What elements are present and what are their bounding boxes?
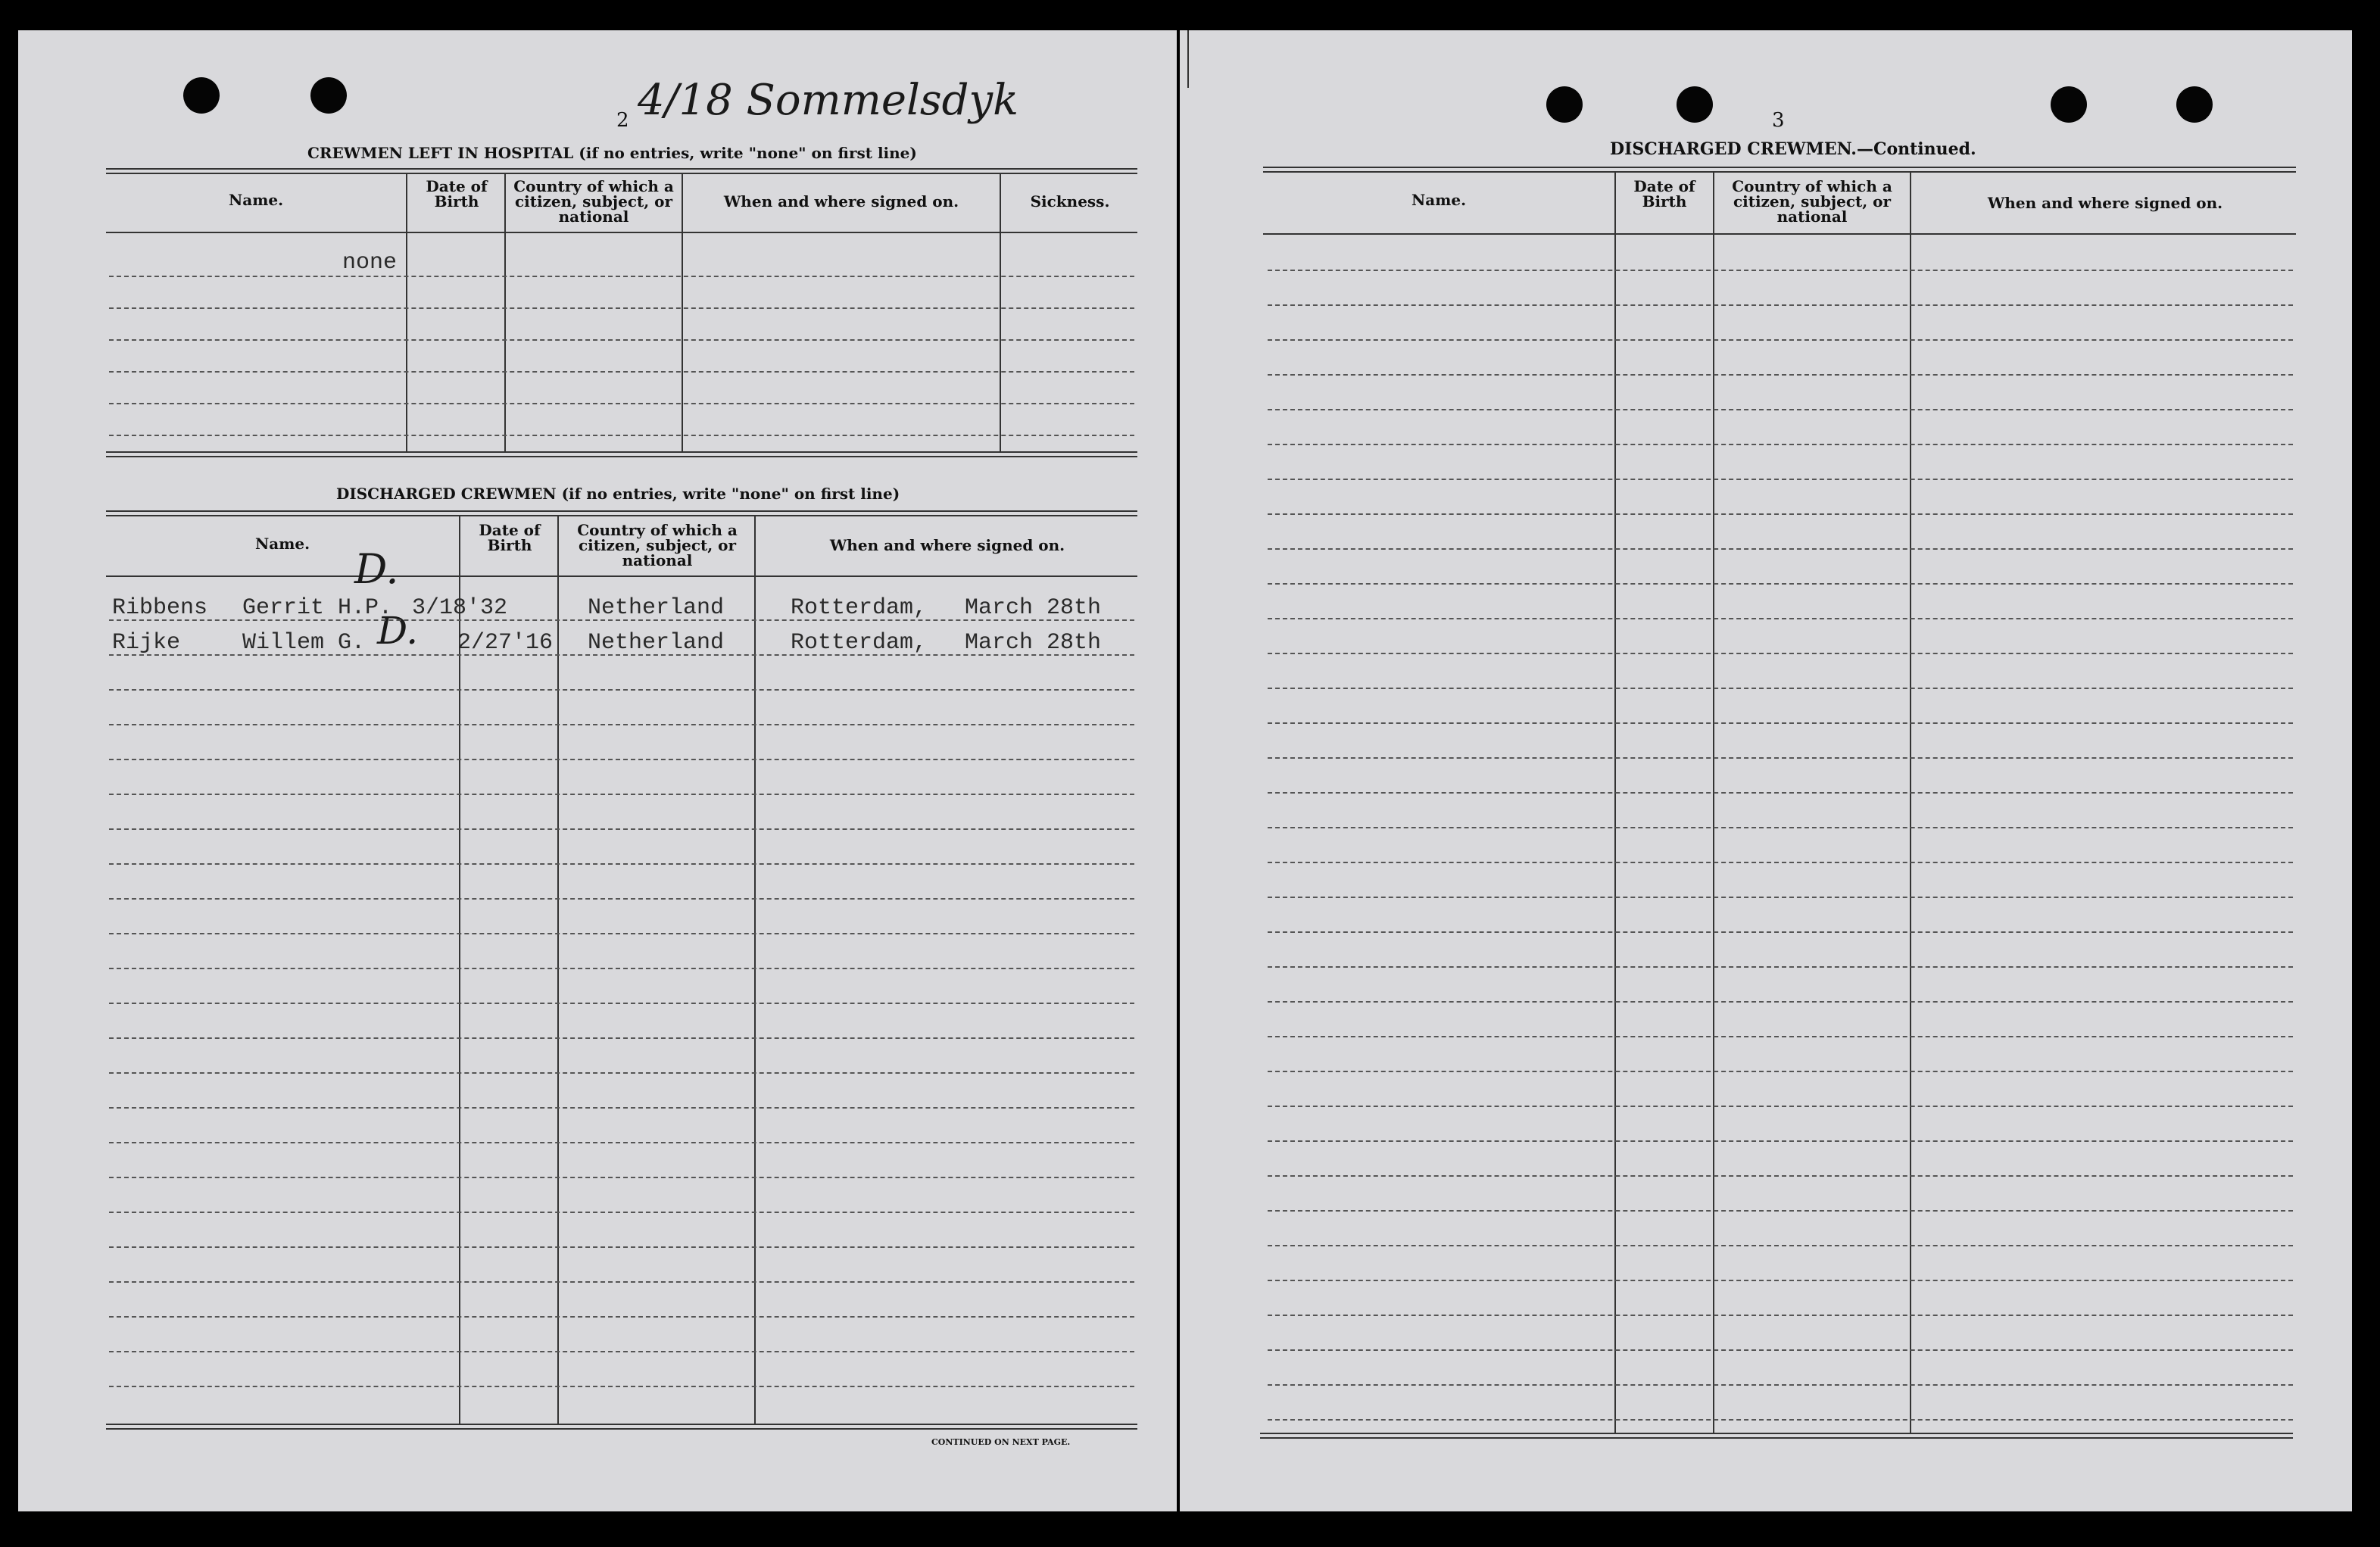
entry-line [1268,688,2293,689]
entry-line [109,1177,1134,1178]
entry-line [109,1351,1134,1352]
crew-given-name: Willem G. [242,630,366,656]
page-number: 3 [1772,109,1785,132]
entry-line [109,1316,1134,1318]
entry-line [1268,304,2293,306]
entry-line [1268,618,2293,619]
entry-line [1268,653,2293,654]
crew-signed-date: March 28th [965,595,1102,621]
entry-line [109,689,1134,691]
hospital-table-bottom-rule [106,451,1137,457]
entry-line [109,339,1134,341]
entry-line [1268,1210,2293,1212]
hospital-col-divider [406,174,407,451]
entry-line [1268,1315,2293,1316]
entry-line [109,403,1134,404]
entry-line [109,898,1134,900]
hospital-header-rule [106,232,1137,233]
continued-footer: CONTINUED ON NEXT PAGE. [931,1437,1071,1447]
entry-line [1268,583,2293,585]
discharged-col-dob: Date of Birth [479,521,541,554]
punch-hole [183,77,220,114]
discharged-table-bottom-rule [106,1424,1137,1430]
discharged-col-country: Country of which a citizen, subject, or national [577,521,738,569]
punch-hole [2176,86,2213,123]
handwritten-note: 4/18 Sommelsdyk [638,76,1019,125]
punch-hole [310,77,347,114]
entry-line [1268,757,2293,759]
punch-hole [1546,86,1583,123]
page-fold-mark [1187,30,1189,88]
entry-line [1268,1071,2293,1072]
entry-line [109,759,1134,760]
crew-country: Netherland [588,595,725,621]
hospital-col-divider [1000,174,1001,451]
discharged-col-divider [557,516,559,1424]
entry-line [109,1281,1134,1283]
punch-hole [1677,86,1713,123]
entry-line [109,1072,1134,1074]
crew-dob: 3/18'32 [412,595,508,621]
hospital-col-signed-on: When and where signed on. [723,192,959,211]
entry-line [1268,444,2293,445]
entry-line [1268,270,2293,271]
entry-line [1268,1140,2293,1142]
hospital-col-divider [682,174,683,451]
discharged-header-rule [106,575,1137,577]
right-col-name: Name. [1411,191,1467,209]
entry-line [1268,1175,2293,1177]
entry-line [109,1003,1134,1004]
crew-signed-port: Rotterdam, [791,595,928,621]
entry-line [109,307,1134,309]
entry-line [109,1212,1134,1213]
entry-line [109,371,1134,373]
entry-line [1268,1419,2293,1421]
discharged-col-name: Name. [254,535,310,553]
entry-line [1268,722,2293,724]
crew-surname: Rijke [112,630,181,656]
entry-line [109,435,1134,436]
entry-line [109,1246,1134,1248]
entry-line [1268,1106,2293,1107]
punch-hole [2051,86,2087,123]
entry-line [109,1037,1134,1039]
handwritten-mark: D. [377,609,419,653]
crew-country: Netherland [588,630,725,656]
hospital-section-title: CREWMEN LEFT IN HOSPITAL (if no entries, write "none" on first line) [307,144,917,162]
entry-line [109,933,1134,934]
entry-line [1268,1001,2293,1003]
hospital-col-sickness: Sickness. [1030,192,1110,211]
crew-given-name: Gerrit H.P. [242,595,393,621]
crew-surname: Ribbens [112,595,208,621]
entry-line [1268,1280,2293,1281]
discharged-section-title: DISCHARGED CREWMEN (if no entries, write "none" on first line) [336,485,900,503]
entry-line [109,968,1134,969]
discharged-table-top-rule [106,510,1137,516]
handwritten-mark: D. [354,545,399,593]
hospital-table-top-rule [106,168,1137,174]
right-table-top-rule [1263,167,2296,173]
entry-line [1268,931,2293,933]
right-col-country: Country of which a citizen, subject, or national [1732,177,1892,226]
entry-line [1268,1384,2293,1386]
entry-line [109,619,1134,621]
entry-line [109,1142,1134,1143]
entry-line [1268,479,2293,480]
entry-line [109,276,1134,277]
hospital-col-divider [504,174,506,451]
hospital-first-entry: none [342,250,398,276]
entry-line [109,863,1134,865]
entry-line [1268,792,2293,794]
crew-dob: 2/27'16 [457,630,554,656]
hospital-col-dob: Date of Birth [426,177,488,211]
crew-signed-date: March 28th [965,630,1102,656]
entry-line [1268,1349,2293,1351]
hospital-col-country: Country of which a citizen, subject, or national [513,177,674,226]
entry-line [109,794,1134,795]
right-col-divider [1614,173,1616,1433]
entry-line [1268,862,2293,863]
entry-line [109,1386,1134,1387]
entry-line [109,724,1134,725]
right-table-bottom-rule [1260,1433,2293,1439]
entry-line [109,828,1134,830]
right-col-divider [1910,173,1911,1433]
crew-signed-port: Rotterdam, [791,630,928,656]
discharged-col-divider [754,516,756,1424]
right-col-signed-on: When and where signed on. [1987,194,2223,212]
entry-line [1268,1036,2293,1037]
entry-line [1268,409,2293,410]
entry-line [1268,827,2293,828]
entry-line [109,1107,1134,1109]
entry-line [1268,374,2293,376]
hospital-col-name: Name. [228,191,284,209]
right-col-divider [1713,173,1714,1433]
entry-line [1268,966,2293,968]
right-header-rule [1263,233,2296,235]
entry-line [1268,1245,2293,1246]
entry-line [109,654,1134,656]
entry-line [1268,339,2293,341]
right-page [1180,30,2352,1511]
right-col-dob: Date of Birth [1633,177,1695,211]
entry-line [1268,548,2293,550]
left-page [18,30,1177,1511]
entry-line [1268,513,2293,515]
entry-line [1268,897,2293,898]
page-number: 2 [616,109,629,132]
discharged-col-signed-on: When and where signed on. [829,536,1065,554]
discharged-continued-title: DISCHARGED CREWMEN.—Continued. [1610,139,1976,159]
